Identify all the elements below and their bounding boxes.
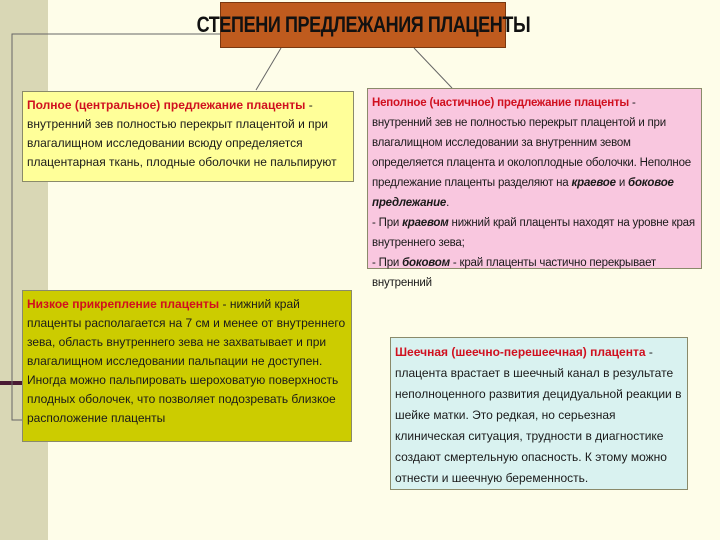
cervical-placenta-heading: Шеечная (шеечно-перешеечная) плацента (395, 345, 646, 359)
partial-previa-text-end: . (446, 197, 450, 209)
full-previa-heading: Полное (центральное) предлежание плаценты (27, 98, 306, 112)
partial-previa-term-previa: предлежание (372, 197, 447, 209)
partial-previa-text: - внутренний зев не полностью перекрыт плацентой и при влагалищном исследовании за внутренним зевом определяется плацента и околоплодные оболочки. Неполное предлежание плаценты разделяют на (372, 97, 691, 189)
marginal-item-text: нижний край плаценты находят на уровне края внутреннего зева; (372, 217, 695, 249)
lateral-item-term: боковом (402, 257, 450, 269)
marginal-item-pre: - При (372, 217, 403, 229)
cervical-placenta-text: - плацента врастает в шеечный канал в результате неполноценного развития децидуальной реакции в шейке матки. Это редкая, но серьезная клиническая ситуация, трудности в диагностике создают смертельную опасность. К этому можно отнести и шеечную беременность. (395, 345, 682, 485)
lateral-item-pre: - При (372, 257, 403, 269)
partial-previa-term-lateral: боковое (628, 177, 674, 189)
low-attachment-heading: Низкое прикрепление плаценты (27, 297, 220, 311)
partial-previa-box (367, 88, 702, 289)
connector-to-full (256, 48, 281, 90)
connector-to-partial (414, 48, 452, 88)
marginal-item-term: краевом (402, 217, 449, 229)
full-previa-text: - внутренний зев полностью перекрыт плацентой и при влагалищном исследовании всюду определяется плацентарная ткань, плодные оболочки не пальпируют (27, 98, 337, 169)
low-attachment-box (22, 290, 352, 442)
partial-previa-text-and: и (615, 177, 629, 189)
partial-previa-term-marginal: краевое (571, 177, 616, 189)
partial-previa-heading: Неполное (частичное) предлежание плаценты (372, 97, 629, 109)
full-previa-box (22, 91, 354, 182)
page-title: СТЕПЕНИ ПРЕДЛЕЖАНИЯ ПЛАЦЕНТЫ (196, 12, 530, 37)
title-box (196, 2, 530, 48)
cervical-placenta-box (390, 337, 688, 490)
lateral-item-text: - край плаценты частично перекрывает внутренний (372, 257, 656, 289)
low-attachment-text: - нижний край плаценты располагается на 7 см и менее от внутреннего зева, область внутреннего зева не захватывает и при влагалищном исследовании пальпации не доступен. Иногда можно пальпировать шероховатую поверхность плодных оболочек, что позволяет подозревать близкое расположение плаценты (27, 297, 346, 425)
